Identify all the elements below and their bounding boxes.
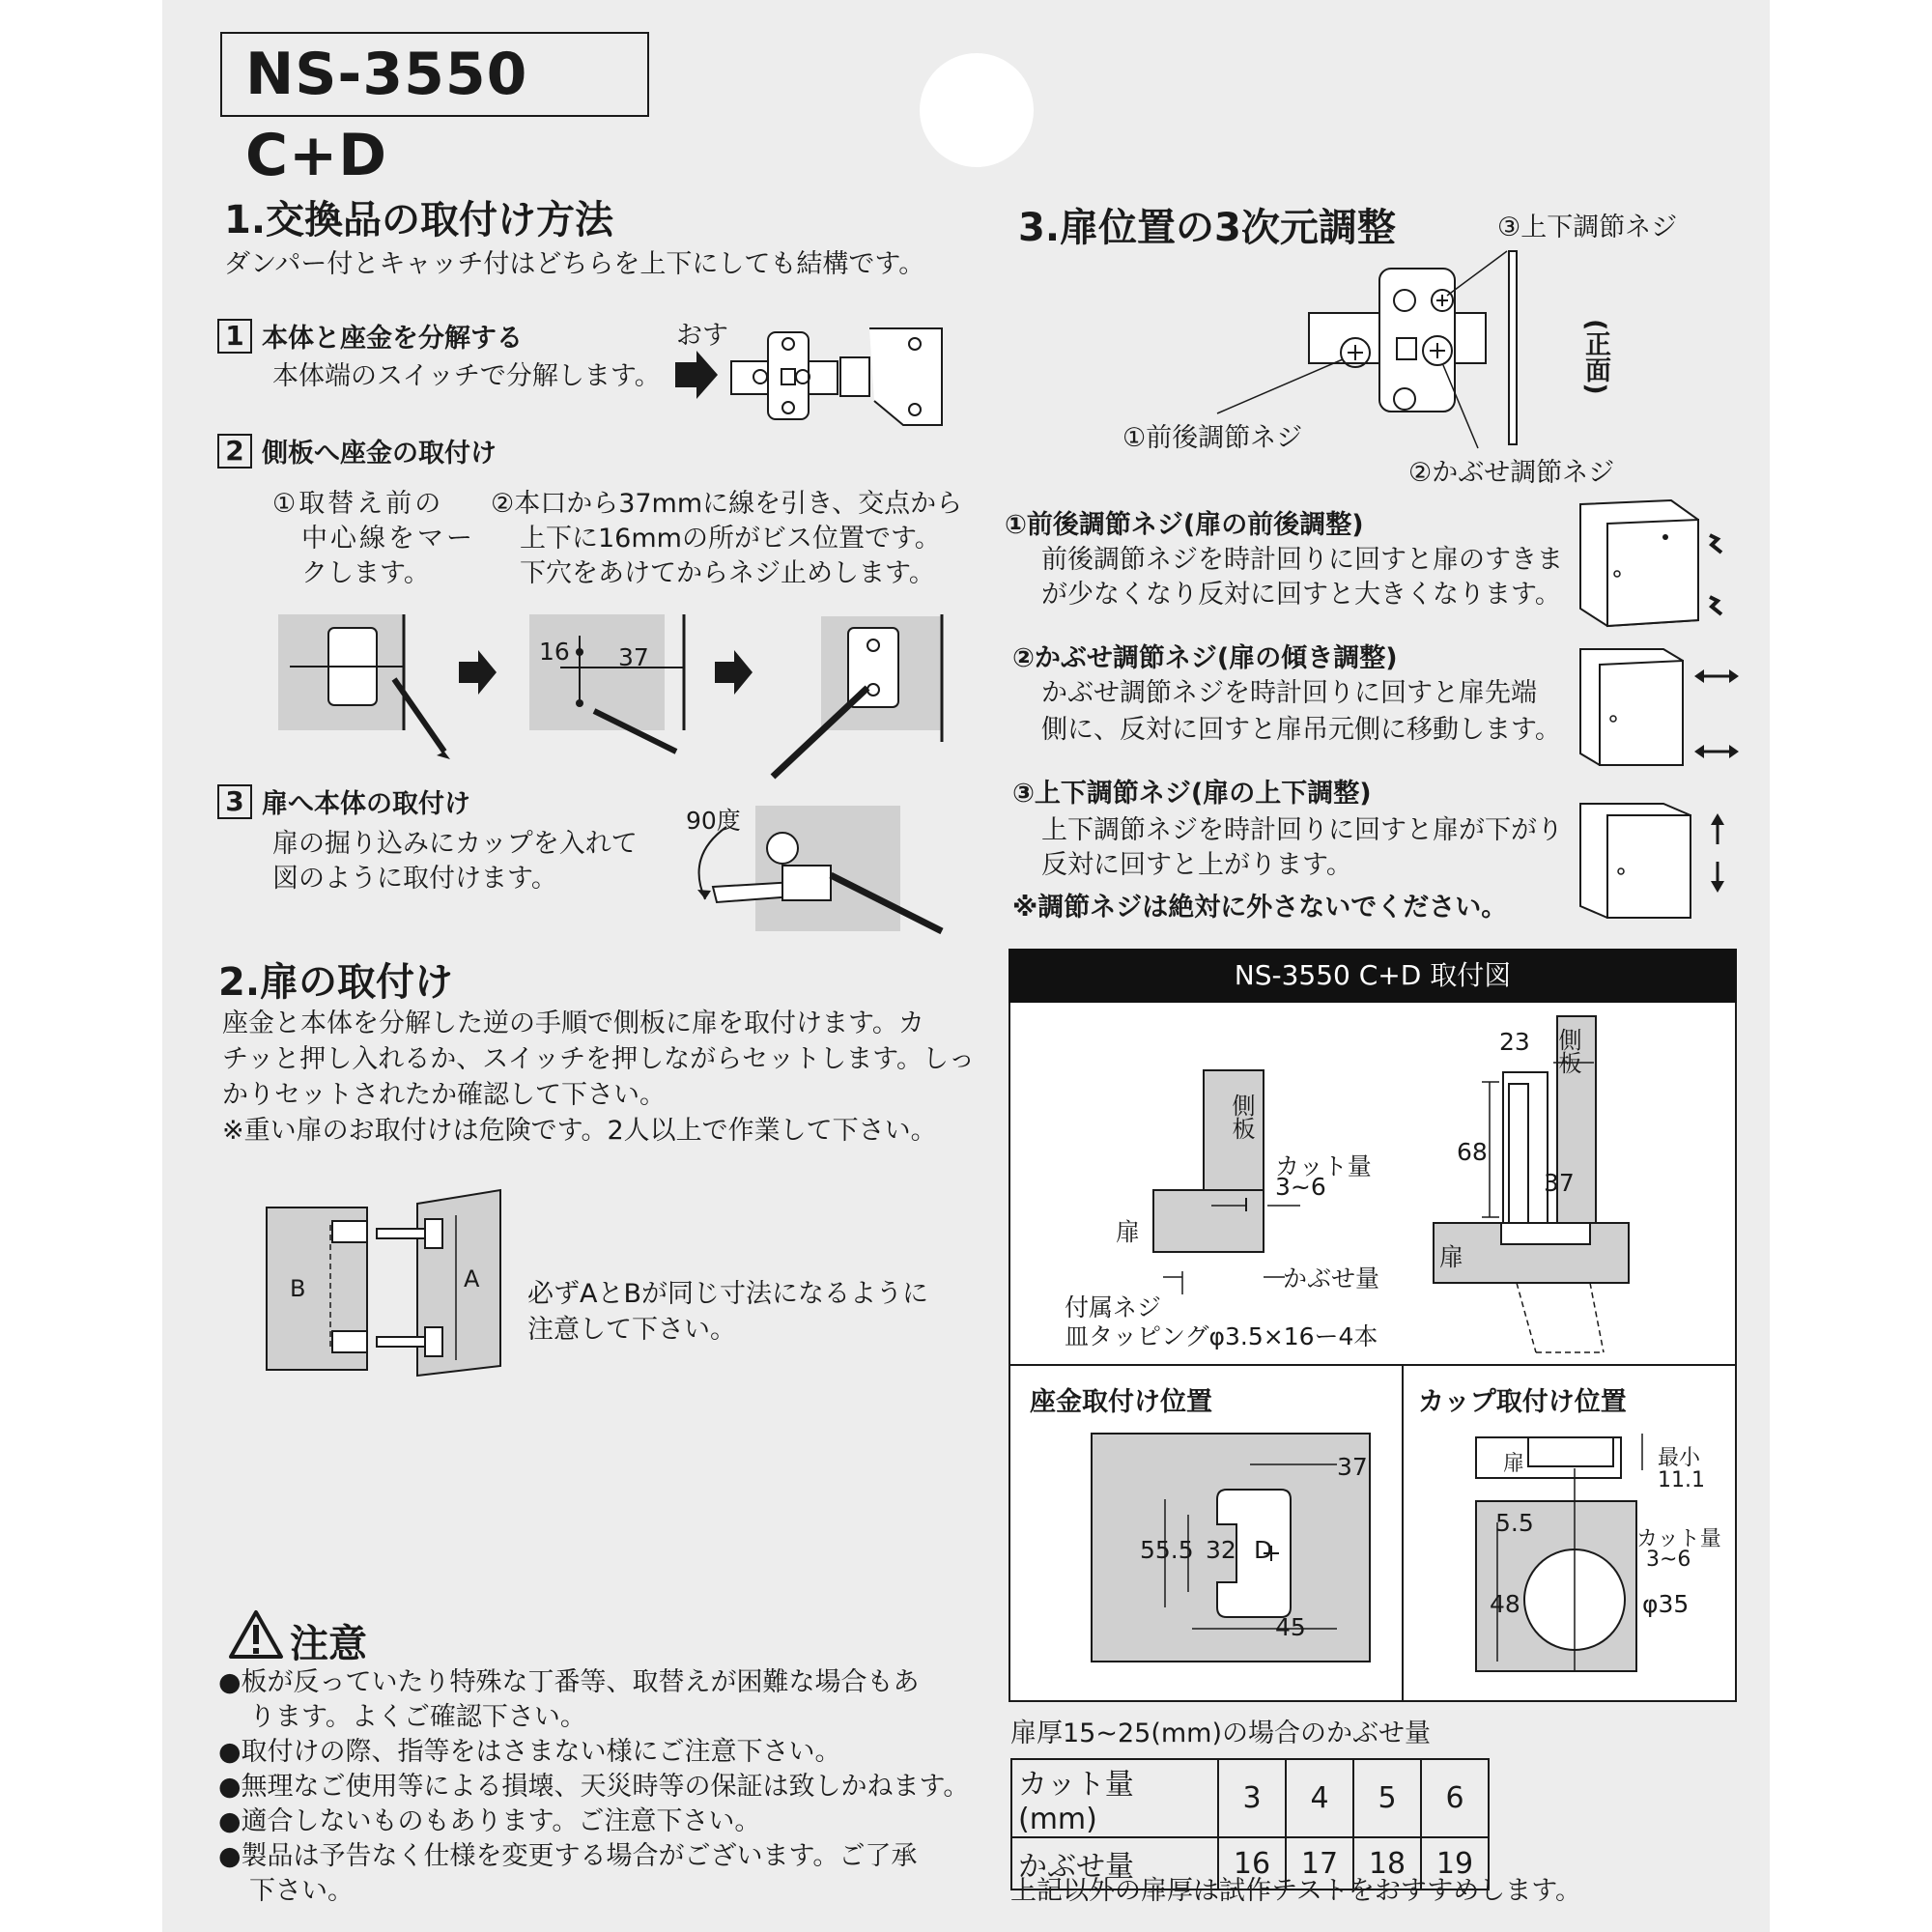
adjust3-title: ③上下調節ネジ(扉の上下調整) [1012, 779, 1372, 809]
install-divider-h [1009, 1364, 1737, 1366]
cup-dim-55: 5.5 [1495, 1509, 1534, 1537]
table-row [1011, 1759, 1489, 1837]
step2a-line1: ①取替え前の [272, 489, 444, 519]
cup-position-title: カップ取付け位置 [1418, 1387, 1627, 1417]
adjust-warning: ※調節ネジは絶対に外さないでください。 [1012, 893, 1508, 923]
screws-line1: 付属ネジ [1065, 1293, 1162, 1321]
plate-dim-55: 55.5 [1140, 1536, 1194, 1564]
hang-hole [920, 53, 1034, 167]
caution-item4: ●適合しないものもあります。ご注意下さい。 [218, 1806, 761, 1836]
adjust2-line2: 側に、反対に回すと扉吊元側に移動します。 [1041, 715, 1561, 745]
section2-line1: 座金と本体を分解した逆の手順で側板に扉を取付けます。カ [222, 1009, 924, 1038]
cup-position-drawing [1468, 1430, 1662, 1681]
dim-68: 68 [1457, 1138, 1488, 1166]
side-panel-label-right: 側板 [1554, 1028, 1581, 1074]
warning-icon [228, 1609, 284, 1660]
plate-dim-45: 45 [1275, 1613, 1306, 1641]
cup-min-label: 最小 [1658, 1446, 1701, 1470]
adjust3-line2: 反対に回すと上がります。 [1041, 850, 1352, 880]
caution-title: 注意 [290, 1622, 367, 1666]
front-label: (正面) [1580, 319, 1610, 395]
table-cell: 18 [1353, 1837, 1421, 1889]
step2-illustrations [270, 607, 966, 781]
table-cell: 6 [1421, 1759, 1489, 1837]
mounting-section-drawing [1063, 1005, 1729, 1362]
table-footnote: 上記以外の扉厚は試作テストをおすすめします。 [1010, 1876, 1582, 1906]
cut-range-label: 3~6 [1275, 1173, 1326, 1201]
ab-note-line1: 必ずAとBが同じ寸法になるように [527, 1279, 928, 1309]
plate-dim-32: 32 [1206, 1536, 1236, 1564]
plate-mark-d: D [1254, 1536, 1273, 1564]
screw1-label: ①前後調節ネジ [1122, 423, 1303, 453]
door-label-left: 扉 [1116, 1218, 1141, 1246]
step1-header [217, 317, 523, 355]
table-cell: 5 [1353, 1759, 1421, 1837]
table-cell: 4 [1286, 1759, 1353, 1837]
adjust1-line2: が少なくなり反対に回すと大きくなります。 [1041, 580, 1561, 610]
plate-position-title: 座金取付け位置 [1030, 1387, 1212, 1417]
screw3-label: ③上下調節ネジ [1497, 213, 1678, 242]
model-number: NS-3550 C+D [220, 32, 649, 117]
table-cell: 3 [1218, 1759, 1286, 1837]
cup-cut-range: 3~6 [1646, 1548, 1691, 1572]
cup-door-label: 扉 [1503, 1452, 1525, 1476]
cup-dim-48: 48 [1490, 1590, 1520, 1618]
adjust1-line1: 前後調節ネジを時計回りに回すと扉のすきま [1041, 545, 1563, 575]
table-row-label: かぶせ量 [1011, 1837, 1218, 1889]
table-caption: 扉厚15~25(mm)の場合のかぶせ量 [1010, 1719, 1432, 1748]
caution-item5-line1: ●製品は予告なく仕様を変更する場合がございます。ご了承 [218, 1841, 918, 1871]
step1-text: 本体端のスイッチで分解します。 [272, 361, 661, 391]
screws-line2: 皿タッピングφ3.5×16ー4本 [1065, 1322, 1378, 1350]
section1-title: 1.交換品の取付け方法 [224, 198, 614, 242]
step2-header [217, 432, 497, 469]
step2a-line2: 中心線をマー [301, 524, 475, 554]
adjust1-title: ①前後調節ネジ(扉の前後調整) [1005, 510, 1364, 540]
section2-line2: チッと押し入れるか、スイッチを押しながらセットします。しっ [222, 1044, 975, 1074]
table-cell: 16 [1218, 1837, 1286, 1889]
step2-number: 2 [217, 434, 252, 469]
dim-37-label: 37 [618, 643, 649, 671]
screw2-label: ②かぶせ調節ネジ [1408, 458, 1615, 488]
section1-intro: ダンパー付とキャッチ付はどちらを上下にしても結構です。 [224, 249, 925, 279]
section2-warning: ※重い扉のお取付けは危険です。2人以上で作業して下さい。 [222, 1116, 937, 1146]
step1-title: 本体と座金を分解する [262, 324, 523, 354]
section2-title: 2.扉の取付け [218, 960, 454, 1005]
dim-37-right: 37 [1544, 1169, 1575, 1197]
step1-number: 1 [217, 319, 252, 354]
adjust2-title: ②かぶせ調節ネジ(扉の傾き調整) [1012, 643, 1398, 673]
step3-title: 扉へ本体の取付け [262, 789, 470, 819]
angle-label: 90度 [686, 807, 741, 835]
side-panel-label-left: 側板 [1228, 1094, 1255, 1140]
step3-line1: 扉の掘り込みにカップを入れて [272, 829, 638, 859]
cup-min-value: 11.1 [1658, 1468, 1705, 1492]
door-label-right: 扉 [1439, 1243, 1464, 1271]
section3-title: 3.扉位置の3次元調整 [1018, 206, 1396, 250]
caution-item2: ●取付けの際、指等をはさまない様にご注意下さい。 [218, 1737, 841, 1767]
push-label: おす [676, 321, 728, 351]
table-row-label: カット量(mm) [1011, 1759, 1218, 1837]
step3-number: 3 [217, 784, 252, 819]
dim-16-label: 16 [539, 638, 570, 666]
cup-dim-dia: φ35 [1642, 1590, 1690, 1618]
adjust3-line1: 上下調節ネジを時計回りに回すと扉が下がり [1041, 815, 1563, 845]
cut-label: カット量 [1275, 1152, 1372, 1180]
label-a: A [464, 1265, 480, 1293]
table-cell: 19 [1421, 1837, 1489, 1889]
adjust2-line1: かぶせ調節ネジを時計回りに回すと扉先端 [1041, 678, 1537, 708]
dim-23: 23 [1499, 1028, 1530, 1056]
step2a-line3: クします。 [301, 558, 430, 588]
cup-cut-label: カット量 [1636, 1527, 1721, 1551]
overlay-table [1010, 1758, 1490, 1890]
caution-item1-line1: ●板が反っていたり特殊な丁番等、取替えが困難な場合もあ [218, 1667, 920, 1697]
table-cell: 17 [1286, 1837, 1353, 1889]
step2-title: 側板へ座金の取付け [262, 439, 497, 469]
step3-illustration [667, 798, 956, 943]
caution-item3: ●無理なご使用等による損壊、天災時等の保証は致しかねます。 [218, 1772, 970, 1802]
plate-dim-37: 37 [1337, 1453, 1368, 1481]
install-divider-v [1402, 1364, 1404, 1702]
step2b-line3: 下穴をあけてからネジ止めします。 [520, 558, 935, 588]
ab-note-line2: 注意して下さい。 [527, 1315, 736, 1345]
step3-line2: 図のように取付けます。 [272, 864, 557, 894]
caution-item1-line2: ります。よくご確認下さい。 [249, 1702, 586, 1732]
cabinet-adjust-icons [1575, 495, 1739, 920]
caution-item5-line2: 下さい。 [249, 1876, 354, 1906]
install-diagram-header: NS-3550 C+D 取付図 [1009, 949, 1737, 1003]
step2b-line2: 上下に16mmの所がビス位置です。 [520, 524, 941, 554]
section2-line3: かりセットされたか確認して下さい。 [222, 1080, 666, 1110]
step3-header [217, 782, 470, 820]
hinge-adjust-diagram [1208, 232, 1555, 464]
step2b-line1: ②本口から37mmに線を引き、交点から [491, 489, 963, 519]
overlay-label: かぶせ量 [1283, 1264, 1380, 1293]
step1-hinge-illustration [671, 319, 952, 433]
label-b: B [290, 1275, 306, 1302]
